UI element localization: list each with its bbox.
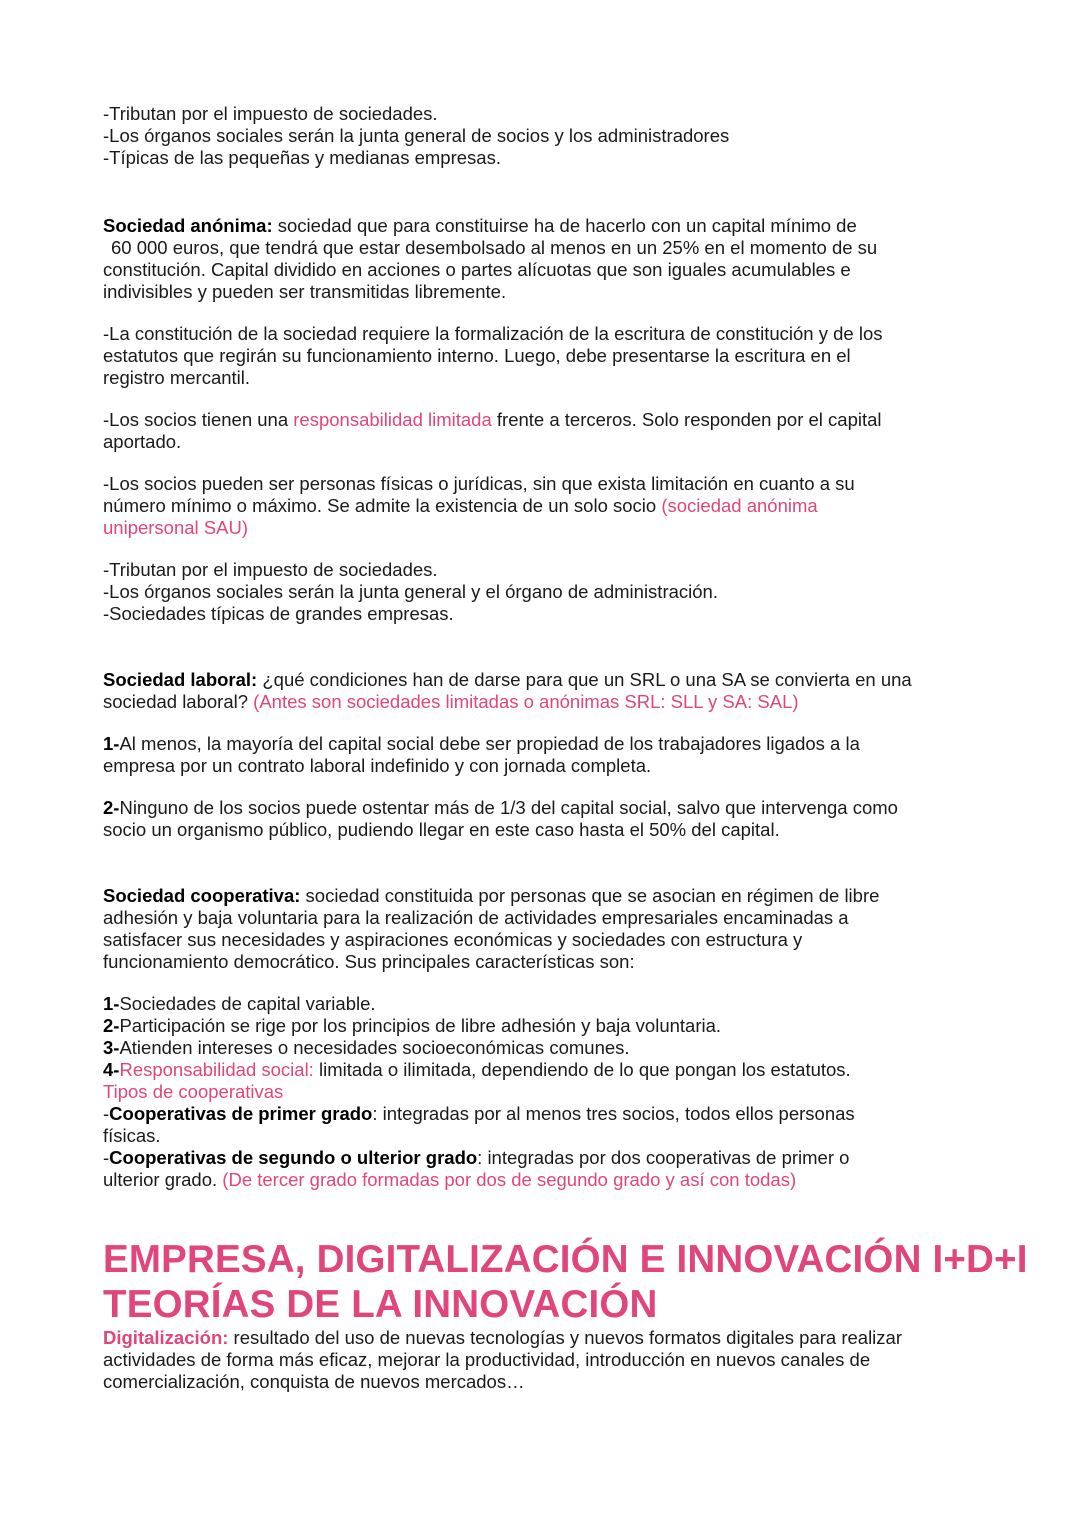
sa-p2-line-1	[103, 409, 990, 431]
sl-question-text: ¿qué condiciones han de darse para que un SRL o una SA se convierta en una	[257, 669, 912, 690]
coop-item-3-num: 3-	[103, 1037, 120, 1058]
sl-note: (Antes son sociedades limitadas o anónimas SRL: SLL y SA: SAL)	[253, 691, 799, 712]
sa-responsabilidad-limitada: responsabilidad limitada	[293, 409, 492, 430]
sa-definition-line-1	[103, 215, 990, 237]
sl-cond1-text: Al menos, la mayoría del capital social debe ser propiedad de los trabajadores ligados a la	[119, 733, 860, 754]
coop-item-1	[103, 993, 990, 1015]
coop-type-2-dash: -	[103, 1147, 110, 1168]
coop-item-1-num: 1-	[103, 993, 120, 1014]
coop-type-1-name: Cooperativas de primer grado	[109, 1103, 373, 1124]
coop-type-2-line-1	[103, 1147, 990, 1169]
coop-type-1-dash: -	[103, 1103, 110, 1124]
sl-title: Sociedad laboral:	[103, 669, 258, 690]
intro-block	[103, 103, 990, 169]
sl-cond2-line-2: socio un organismo público, pudiendo llegar en este caso hasta el 50% del capital.	[103, 819, 780, 840]
coop-type-1-text: : integradas por al menos tres socios, todos ellos personas	[372, 1103, 855, 1124]
sl-cond1-line-1	[103, 733, 990, 755]
coop-def-line-1	[103, 885, 990, 907]
sa-p4-line-2: -Los órganos sociales serán la junta general y el órgano de administración.	[103, 581, 718, 602]
sociedad-anonima-section	[103, 215, 990, 625]
sa-p3-pre: número mínimo o máximo. Se admite la existencia de un solo socio	[103, 495, 662, 516]
coop-item-2-num: 2-	[103, 1015, 120, 1036]
coop-def-line-4: funcionamiento democrático. Sus principales características son:	[103, 951, 635, 972]
sa-definition-line-3: constitución. Capital dividido en acciones o partes alícuotas que son iguales acumulables e	[103, 259, 851, 280]
sa-p3-line-2	[103, 495, 990, 517]
sl-cond2-line-1	[103, 797, 990, 819]
innovation-section	[103, 1237, 1028, 1393]
sl-question-line-2	[103, 691, 990, 713]
coop-item-4-num: 4-	[103, 1059, 120, 1080]
sa-title: Sociedad anónima:	[103, 215, 273, 236]
intro-line-3: -Típicas de las pequeñas y medianas empresas.	[103, 147, 501, 168]
sl-cond2-num: 2-	[103, 797, 120, 818]
digitalizacion-title: Digitalización:	[103, 1327, 229, 1348]
sa-p3-line-1: -Los socios pueden ser personas físicas o jurídicas, sin que exista limitación en cuanto a su	[103, 473, 855, 494]
coop-type-2-line-2	[103, 1169, 990, 1191]
coop-type-2-note: (De tercer grado formadas por dos de segundo grado y así con todas)	[222, 1169, 797, 1190]
coop-type-1-line-1	[103, 1103, 990, 1125]
coop-item-3	[103, 1037, 990, 1059]
sa-p2-post: frente a terceros. Solo responden por el capital	[491, 409, 882, 430]
digitalizacion-text: resultado del uso de nuevas tecnologías y nuevos formatos digitales para realizar	[228, 1327, 902, 1348]
intro-line-2: -Los órganos sociales serán la junta general de socios y los administradores	[103, 125, 730, 146]
coop-item-1-text: Sociedades de capital variable.	[119, 993, 376, 1014]
coop-def-line-3: satisfacer sus necesidades y aspiraciones económicas y sociedades con estructura y	[103, 929, 803, 950]
intro-line-1: -Tributan por el impuesto de sociedades.	[103, 103, 438, 124]
sa-p2-line-2: aportado.	[103, 431, 182, 452]
coop-item-3-text: Atienden intereses o necesidades socioeconómicas comunes.	[119, 1037, 630, 1058]
coop-type-2-name: Cooperativas de segundo o ulterior grado	[109, 1147, 478, 1168]
coop-type-1-line-2: físicas.	[103, 1125, 161, 1146]
sa-p2-pre: -Los socios tienen una	[103, 409, 294, 430]
sl-q-pre: sociedad laboral?	[103, 691, 254, 712]
sa-p4-line-1: -Tributan por el impuesto de sociedades.	[103, 559, 438, 580]
sa-def-text-1: sociedad que para constituirse ha de hacerlo con un capital mínimo de	[272, 215, 857, 236]
sa-sau-note-1: (sociedad anónima	[661, 495, 818, 516]
sl-cond2-text: Ninguno de los socios puede ostentar más de 1/3 del capital social, salvo que intervenga como	[119, 797, 898, 818]
coop-item-2	[103, 1015, 990, 1037]
coop-type-2-pre: ulterior grado.	[103, 1169, 223, 1190]
coop-types-heading: Tipos de cooperativas	[103, 1081, 284, 1102]
coop-def-line-2: adhesión y baja voluntaria para la realización de actividades empresariales encaminadas a	[103, 907, 849, 928]
sociedad-cooperativa-section	[103, 885, 990, 1191]
coop-item-4	[103, 1059, 990, 1081]
coop-title: Sociedad cooperativa:	[103, 885, 301, 906]
coop-type-2-text: : integradas por dos cooperativas de primer o	[477, 1147, 850, 1168]
sa-p1-line-3: registro mercantil.	[103, 367, 251, 388]
sa-p1-line-1: -La constitución de la sociedad requiere la formalización de la escritura de constitución y de los	[103, 323, 883, 344]
section-heading-line-1: EMPRESA, DIGITALIZACIÓN E INNOVACIÓN I+D+I	[103, 1238, 1028, 1281]
sa-sau-note-2: unipersonal SAU)	[103, 517, 248, 538]
coop-item-4-text: limitada o ilimitada, dependiendo de lo que pongan los estatutos.	[313, 1059, 851, 1080]
sa-p1-line-2: estatutos que regirán su funcionamiento interno. Luego, debe presentarse la escritura en el	[103, 345, 851, 366]
coop-def-text: sociedad constituida por personas que se asocian en régimen de libre	[300, 885, 880, 906]
sl-cond1-num: 1-	[103, 733, 120, 754]
sa-definition-line-4: indivisibles y pueden ser transmitidas libremente.	[103, 281, 507, 302]
sa-definition-line-2: 60 000 euros, que tendrá que estar desembolsado al menos en un 25% en el momento de su	[111, 237, 878, 258]
sl-cond1-line-2: empresa por un contrato laboral indefinido y con jornada completa.	[103, 755, 652, 776]
coop-item-2-text: Participación se rige por los principios de libre adhesión y baja voluntaria.	[119, 1015, 722, 1036]
sa-p4-line-3: -Sociedades típicas de grandes empresas.	[103, 603, 454, 624]
sl-question-line-1	[103, 669, 990, 691]
sociedad-laboral-section	[103, 669, 990, 841]
section-heading-line-2: TEORÍAS DE LA INNOVACIÓN	[103, 1283, 658, 1326]
digitalizacion-line-2: actividades de forma más eficaz, mejorar la productividad, introducción en nuevos canales de	[103, 1349, 871, 1370]
digitalizacion-line-1	[103, 1327, 990, 1349]
digitalizacion-line-3: comercialización, conquista de nuevos mercados…	[103, 1371, 525, 1392]
coop-item-4-pink: Responsabilidad social:	[119, 1059, 314, 1080]
